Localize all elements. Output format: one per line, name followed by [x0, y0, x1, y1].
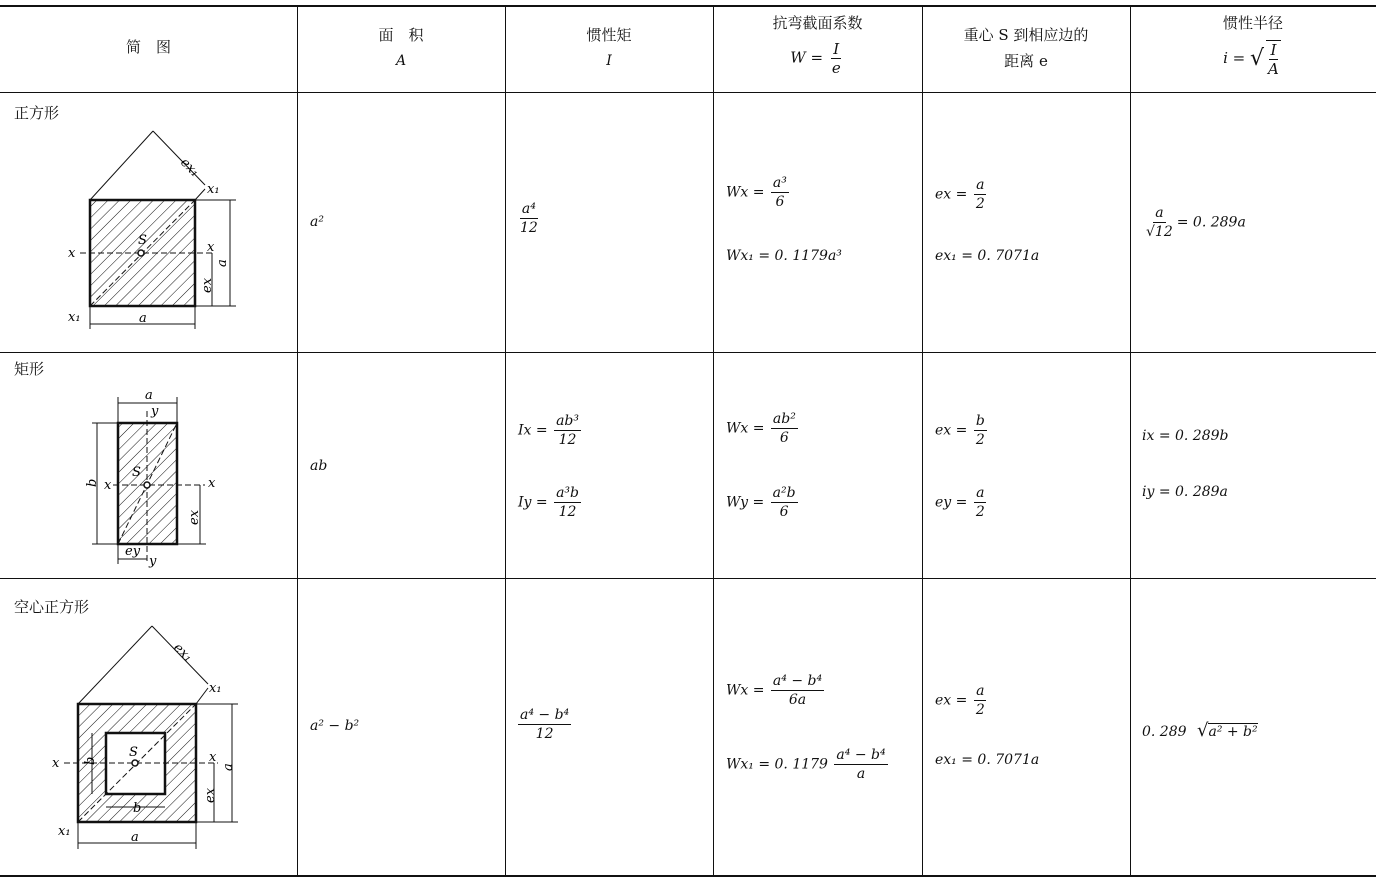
fraction: [974, 682, 987, 719]
formula-lhs: Wx₁ = 0. 1179: [726, 756, 828, 773]
formula-lhs: ey =: [935, 494, 968, 511]
formula-lhs: Wx =: [726, 184, 765, 201]
header-inertia: [505, 22, 713, 74]
numerator: a: [976, 683, 985, 699]
square-area: a²: [310, 214, 324, 230]
ex1-extension: [196, 688, 208, 704]
denominator: 12: [558, 432, 577, 448]
col-divider: [297, 6, 298, 876]
denominator: 6: [779, 430, 789, 446]
label-a-right: a: [215, 259, 230, 267]
rectangle-wx: [726, 410, 800, 447]
header-radius-title: 惯性半径: [1222, 14, 1283, 32]
formula-lhs: Ix =: [518, 422, 548, 439]
label-a-top: a: [145, 388, 153, 403]
label-x1-bottom: x₁: [68, 310, 81, 325]
square-wx: [726, 174, 791, 211]
top-rule: [0, 5, 1376, 7]
denominator: A: [1268, 60, 1279, 78]
numerator: I: [833, 40, 840, 58]
col-divider: [1130, 6, 1131, 876]
diagonal-guide: [90, 131, 153, 200]
label-centroid: S: [132, 465, 141, 480]
rectangle-ix-radius: ix = 0. 289b: [1142, 428, 1229, 444]
numerator: a⁴: [521, 201, 536, 217]
centroid-marker: [144, 482, 150, 488]
col-divider: [713, 6, 714, 876]
label-x-left: x: [68, 246, 76, 261]
label-x-left: x: [104, 478, 112, 493]
square-diagram: [0, 93, 297, 352]
rectangle-area: ab: [310, 458, 328, 474]
label-x-right: x: [209, 750, 217, 765]
rectangle-ex: [935, 412, 989, 449]
fraction: [771, 174, 789, 211]
formula-rhs: = 0. 289a: [1176, 214, 1246, 231]
formula-lhs: ex =: [935, 692, 968, 709]
label-y-bottom: y: [149, 554, 157, 569]
rectangle-ix: [518, 412, 583, 449]
header-radius-gyration: [1130, 10, 1376, 78]
denominator: 6: [775, 194, 785, 210]
numerator: a⁴ − b⁴: [772, 673, 823, 689]
label-a-right: a: [221, 763, 236, 771]
centroid-marker: [132, 760, 138, 766]
label-y-top: y: [151, 404, 159, 419]
hollow-inertia: [516, 706, 573, 743]
formula-lhs: 0. 289: [1142, 724, 1187, 740]
label-x1-top: x₁: [209, 681, 222, 696]
header-radius-formula: [1130, 40, 1376, 78]
header-area: [297, 22, 505, 74]
formula-lhs: Iy =: [518, 494, 548, 511]
label-ex: ex: [203, 787, 218, 803]
denominator: 12: [558, 504, 577, 520]
header-centroid-title-1: 重心 S 到相应边的: [963, 26, 1089, 44]
formula-lhs: ex =: [935, 186, 968, 203]
rectangle-iy: [518, 484, 583, 521]
header-section-modulus-formula: [713, 40, 922, 77]
fraction: [518, 706, 571, 743]
rectangle-diagram: [0, 353, 297, 578]
col-divider: [922, 6, 923, 876]
header-inertia-title: 惯性矩: [586, 26, 632, 44]
fraction: [1144, 204, 1175, 241]
denominator: 2: [975, 702, 985, 718]
fraction: [974, 412, 987, 449]
rectangle-ey: [935, 484, 989, 521]
fraction: [974, 176, 987, 213]
fraction: [554, 412, 581, 449]
numerator: a³: [772, 175, 787, 191]
bottom-rule: [0, 875, 1376, 877]
numerator: b: [975, 413, 985, 429]
fraction: [974, 484, 987, 521]
header-section-modulus: [713, 10, 922, 77]
denominator: 2: [975, 196, 985, 212]
diagonal-guide: [78, 626, 152, 704]
label-centroid: S: [138, 233, 147, 248]
sqrt-sign: √: [1250, 46, 1265, 71]
header-centroid-title-2: 距离 e: [1004, 52, 1048, 70]
label-a-bottom: a: [131, 830, 139, 845]
numerator: a²b: [772, 485, 796, 501]
fraction: [771, 410, 798, 447]
fraction: [771, 484, 798, 521]
header-section-modulus-title: 抗弯截面系数: [772, 14, 863, 32]
denominator: 6a: [788, 692, 807, 708]
fraction: [834, 746, 887, 783]
rectangle-iy-radius: iy = 0. 289a: [1142, 484, 1228, 500]
radicand: a² + b²: [1208, 724, 1258, 740]
formula-lhs: Wy =: [726, 494, 765, 511]
row-title-square: 正方形: [14, 104, 60, 122]
fraction: [1266, 40, 1281, 78]
header-centroid-distance: [922, 22, 1130, 74]
hollow-wx1: [726, 746, 890, 783]
numerator: a⁴ − b⁴: [520, 707, 570, 723]
formula-lhs: ex =: [935, 422, 968, 439]
label-ex1: ex₁: [177, 155, 203, 181]
header-inertia-symbol: I: [606, 53, 612, 69]
denominator: √12: [1146, 224, 1173, 240]
label-a-bottom: a: [139, 311, 147, 326]
denominator: 2: [975, 432, 985, 448]
label-ex: ex: [200, 277, 215, 293]
hollow-ex: [935, 682, 989, 719]
row-title-rectangle: 矩形: [14, 360, 45, 378]
denominator: a: [856, 766, 866, 782]
numerator: ab²: [772, 411, 796, 427]
label-b: b: [85, 478, 100, 487]
fraction: [771, 672, 824, 709]
label-x1-bottom: x₁: [58, 824, 71, 839]
hollow-radius: [1142, 720, 1258, 741]
square-radius: [1142, 204, 1246, 241]
fraction: [554, 484, 581, 521]
label-x1-top: x₁: [207, 182, 220, 197]
hollow-area: a² − b²: [310, 718, 360, 734]
formula-lhs: Wx =: [726, 682, 765, 699]
ex1-extension: [195, 189, 205, 200]
hollow-ex1: ex₁ = 0. 7071a: [935, 752, 1040, 768]
numerator: a³b: [556, 485, 579, 501]
numerator: a: [976, 177, 985, 193]
square-ex: [935, 176, 989, 213]
label-x-right: x: [208, 476, 216, 491]
denominator: 12: [535, 726, 554, 742]
formula-lhs: W =: [790, 48, 824, 67]
numerator: ab³: [556, 413, 579, 429]
square-inertia: [516, 200, 542, 237]
header-diagram: 简 图: [125, 38, 171, 56]
fraction: [518, 200, 540, 237]
label-x-left: x: [52, 756, 60, 771]
label-b-inner-bottom: b: [133, 801, 142, 816]
denominator: 12: [520, 220, 538, 236]
row-title-hollow-square: 空心正方形: [14, 598, 90, 616]
hollow-wx: [726, 672, 826, 709]
fraction: [830, 40, 843, 77]
label-ex: ex: [187, 509, 202, 525]
numerator: a⁴ − b⁴: [836, 747, 886, 763]
numerator: a: [976, 485, 985, 501]
ex1-dimension-line: [153, 131, 205, 185]
denominator: 2: [975, 504, 985, 520]
hollow-square-diagram: [0, 579, 297, 875]
denominator: 6: [779, 504, 789, 520]
label-ey: ey: [125, 544, 141, 559]
sqrt-sign: √: [1196, 720, 1209, 741]
header-area-symbol: A: [395, 53, 407, 69]
label-centroid: S: [129, 745, 138, 760]
label-x-right: x: [207, 240, 215, 255]
col-divider: [505, 6, 506, 876]
numerator: a: [1155, 205, 1164, 221]
label-b-inner-left: b: [83, 756, 98, 765]
formula-lhs: i =: [1223, 49, 1246, 67]
square-wx1: Wx₁ = 0. 1179a³: [726, 248, 842, 264]
denominator: e: [831, 59, 841, 77]
centroid-marker: [138, 250, 144, 256]
label-ex1: ex₁: [170, 640, 196, 666]
header-area-title: 面 积: [378, 26, 424, 44]
numerator: I: [1270, 41, 1277, 59]
square-ex1: ex₁ = 0. 7071a: [935, 248, 1040, 264]
formula-lhs: Wx =: [726, 420, 765, 437]
rectangle-wy: [726, 484, 800, 521]
